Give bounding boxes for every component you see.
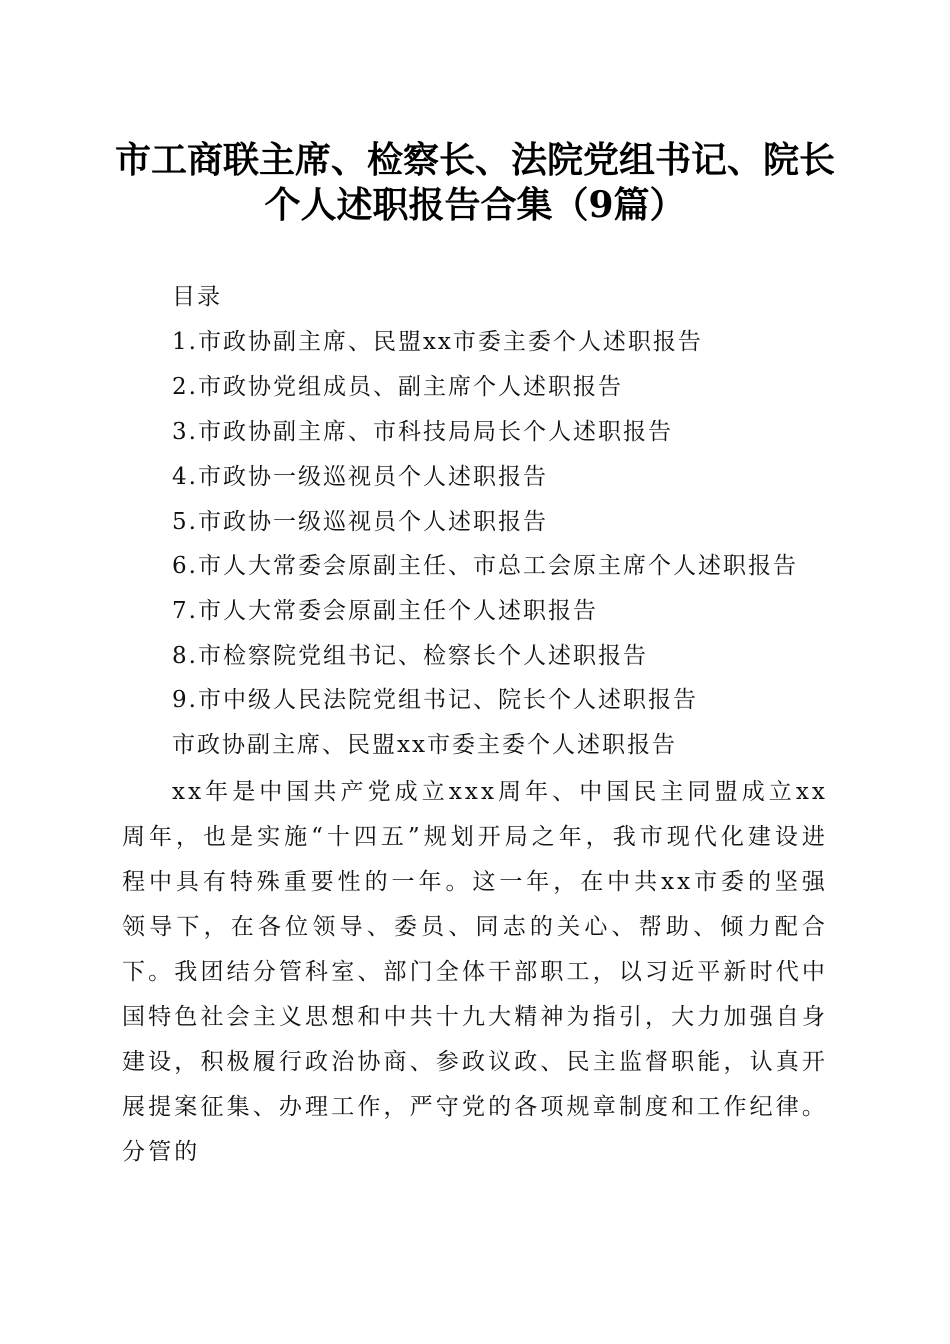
toc-item: 7.市人大常委会原副主任个人述职报告	[172, 598, 598, 624]
toc-item: 4.市政协一级巡视员个人述职报告	[172, 464, 548, 490]
toc-item: 9.市中级人民法院党组书记、院长个人述职报告	[172, 687, 698, 713]
toc-item: 3.市政协副主席、市科技局局长个人述职报告	[172, 419, 673, 445]
toc-item: 6.市人大常委会原副主任、市总工会原主席个人述职报告	[172, 553, 798, 579]
document-title-line-1: 市工商联主席、检察长、法院党组书记、院长	[114, 139, 835, 181]
toc-item: 8.市检察院党组书记、检察长个人述职报告	[172, 643, 648, 669]
toc-item: 1.市政协副主席、民盟xx市委主委个人述职报告	[172, 329, 703, 355]
toc-heading: 目录	[172, 284, 222, 310]
section-heading: 市政协副主席、民盟xx市委主委个人述职报告	[172, 732, 677, 758]
toc-item: 5.市政协一级巡视员个人述职报告	[172, 509, 548, 535]
document-title-line-2: 个人述职报告合集（9篇）	[264, 184, 686, 226]
toc-item: 2.市政协党组成员、副主席个人述职报告	[172, 374, 623, 400]
body-paragraph: xx年是中国共产党成立xxx周年、中国民主同盟成立xx周年，也是实施“十四五”规划开局之年，我市现代化建设进程中具有特殊重要性的一年。这一年，在中共xx市委的坚强领导下，在各位领导、委员、同志的关心、帮助、倾力配合下。我团结分管科室、部门全体干部职工，以习近平新时代中国特色社会主义思想和中共十九大精神为指引，大力加强自身建设，积极履行政治协商、参政议政、民主监督职能，认真开展提案征集、办理工作，严守党的各项规章制度和工作纪律。分管的	[122, 779, 828, 1165]
